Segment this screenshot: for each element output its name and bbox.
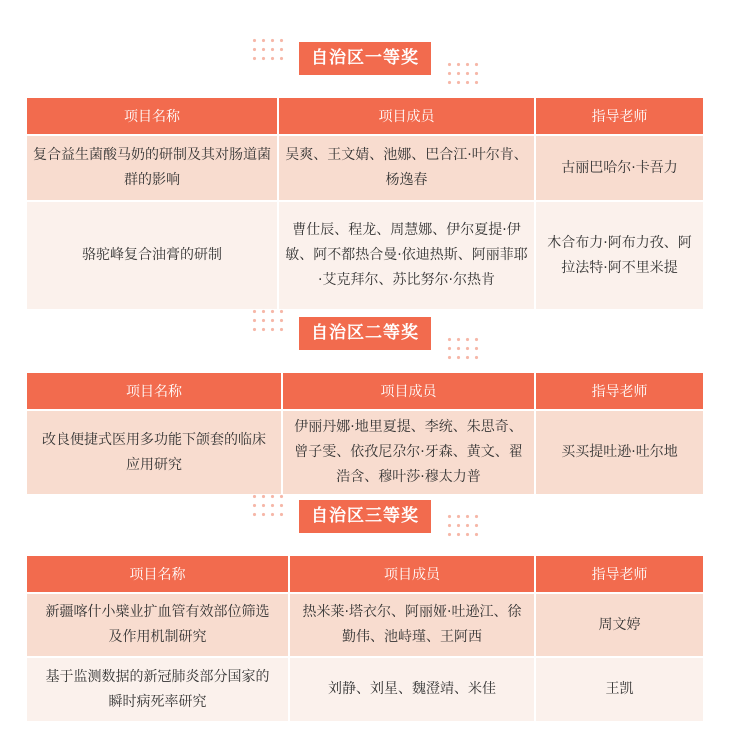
decorative-dots bbox=[250, 492, 286, 518]
table-header-row bbox=[27, 98, 703, 135]
table-header-row bbox=[27, 556, 703, 593]
project-name: 骆驼峰复合油膏的研制 bbox=[27, 201, 278, 309]
award-table bbox=[27, 373, 703, 494]
decorative-dots bbox=[250, 36, 286, 62]
header-advisor: 指导老师 bbox=[535, 373, 703, 410]
project-name: 复合益生菌酸马奶的研制及其对肠道菌群的影响 bbox=[27, 135, 278, 201]
award-banner: 自治区一等奖 bbox=[299, 42, 431, 75]
project-name: 基于监测数据的新冠肺炎部分国家的瞬时病死率研究 bbox=[27, 657, 289, 721]
award-section-third bbox=[0, 490, 730, 745]
header-project: 项目名称 bbox=[27, 373, 282, 410]
project-advisor: 周文婷 bbox=[535, 593, 703, 657]
project-members: 热米莱·塔衣尔、阿丽娅·吐逊江、徐勤伟、池峙瑾、王阿西 bbox=[289, 593, 535, 657]
header-members: 项目成员 bbox=[282, 373, 535, 410]
project-members: 吴爽、王文婧、池娜、巴合江·叶尔肯、杨逸春 bbox=[278, 135, 535, 201]
award-section-second bbox=[0, 305, 730, 495]
decorative-dots bbox=[250, 307, 286, 333]
award-table bbox=[27, 98, 703, 309]
decorative-dots bbox=[445, 60, 481, 86]
project-advisor: 古丽巴哈尔·卡吾力 bbox=[535, 135, 703, 201]
header-members: 项目成员 bbox=[289, 556, 535, 593]
decorative-dots bbox=[445, 335, 481, 361]
project-members: 曹仕辰、程龙、周慧娜、伊尔夏提·伊敏、阿不都热合曼·依迪热斯、阿丽菲耶·艾克拜尔、苏比努尔·尔热肯 bbox=[278, 201, 535, 309]
project-name: 新疆喀什小檗业扩血管有效部位筛选及作用机制研究 bbox=[27, 593, 289, 657]
award-table bbox=[27, 556, 703, 721]
decorative-dots bbox=[445, 512, 481, 538]
project-name: 改良便捷式医用多功能下颌套的临床应用研究 bbox=[27, 410, 282, 494]
project-members: 伊丽丹娜·地里夏提、李统、朱思奇、曾子雯、依孜尼尕尔·牙森、黄文、翟浩含、穆叶莎·穆太力普 bbox=[282, 410, 535, 494]
award-banner: 自治区三等奖 bbox=[299, 500, 431, 533]
project-advisor: 王凯 bbox=[535, 657, 703, 721]
table-row bbox=[27, 201, 703, 309]
header-project: 项目名称 bbox=[27, 556, 289, 593]
table-header-row bbox=[27, 373, 703, 410]
project-advisor: 买买提吐逊·吐尔地 bbox=[535, 410, 703, 494]
table-row bbox=[27, 135, 703, 201]
header-project: 项目名称 bbox=[27, 98, 278, 135]
header-members: 项目成员 bbox=[278, 98, 535, 135]
project-advisor: 木合布力·阿布力孜、阿拉法特·阿不里米提 bbox=[535, 201, 703, 309]
award-section-first bbox=[0, 0, 730, 310]
table-row bbox=[27, 410, 703, 494]
header-advisor: 指导老师 bbox=[535, 98, 703, 135]
table-row bbox=[27, 657, 703, 721]
award-banner: 自治区二等奖 bbox=[299, 317, 431, 350]
header-advisor: 指导老师 bbox=[535, 556, 703, 593]
table-row bbox=[27, 593, 703, 657]
project-members: 刘静、刘星、魏澄靖、米佳 bbox=[289, 657, 535, 721]
